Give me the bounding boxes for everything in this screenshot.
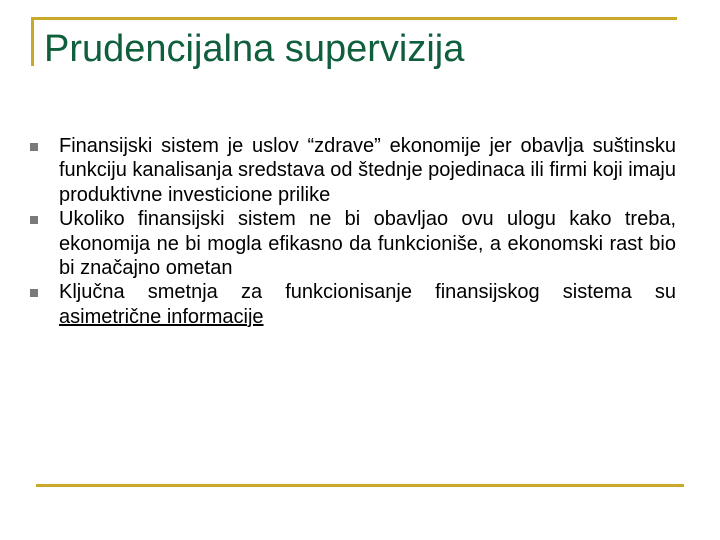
square-bullet-icon — [30, 216, 38, 224]
bullet-text-1: Finansijski sistem je uslov “zdrave” ekonomije jer obavlja suštinsku funkciju kanalisanja sredstava od štednje pojedinaca ili firmi koji imaju produktivne investicione prilike — [59, 135, 676, 206]
square-bullet-icon — [30, 289, 38, 297]
bullet-text-3: Ključna smetnja za funkcionisanje finansijskog sistema su — [59, 281, 676, 304]
square-bullet-icon — [30, 143, 38, 151]
bullet-item-2 — [26, 207, 676, 280]
top-accent-line — [31, 17, 677, 20]
bullet-item-1 — [26, 134, 676, 207]
bottom-accent-line — [36, 484, 684, 487]
bullet-item-3 — [26, 280, 676, 329]
bullet-text-2: Ukoliko finansijski sistem ne bi obavljao ovu ulogu kako treba, ekonomija ne bi mogla efikasno da funkcioniše, a ekonomski rast bio bi značajno ometan — [59, 208, 676, 280]
asymmetric-information-link[interactable]: asimetrične informacije — [59, 305, 264, 328]
left-accent-line — [31, 17, 34, 66]
slide-title: Prudencijalna supervizija — [44, 28, 465, 70]
bullet-list — [26, 134, 676, 329]
